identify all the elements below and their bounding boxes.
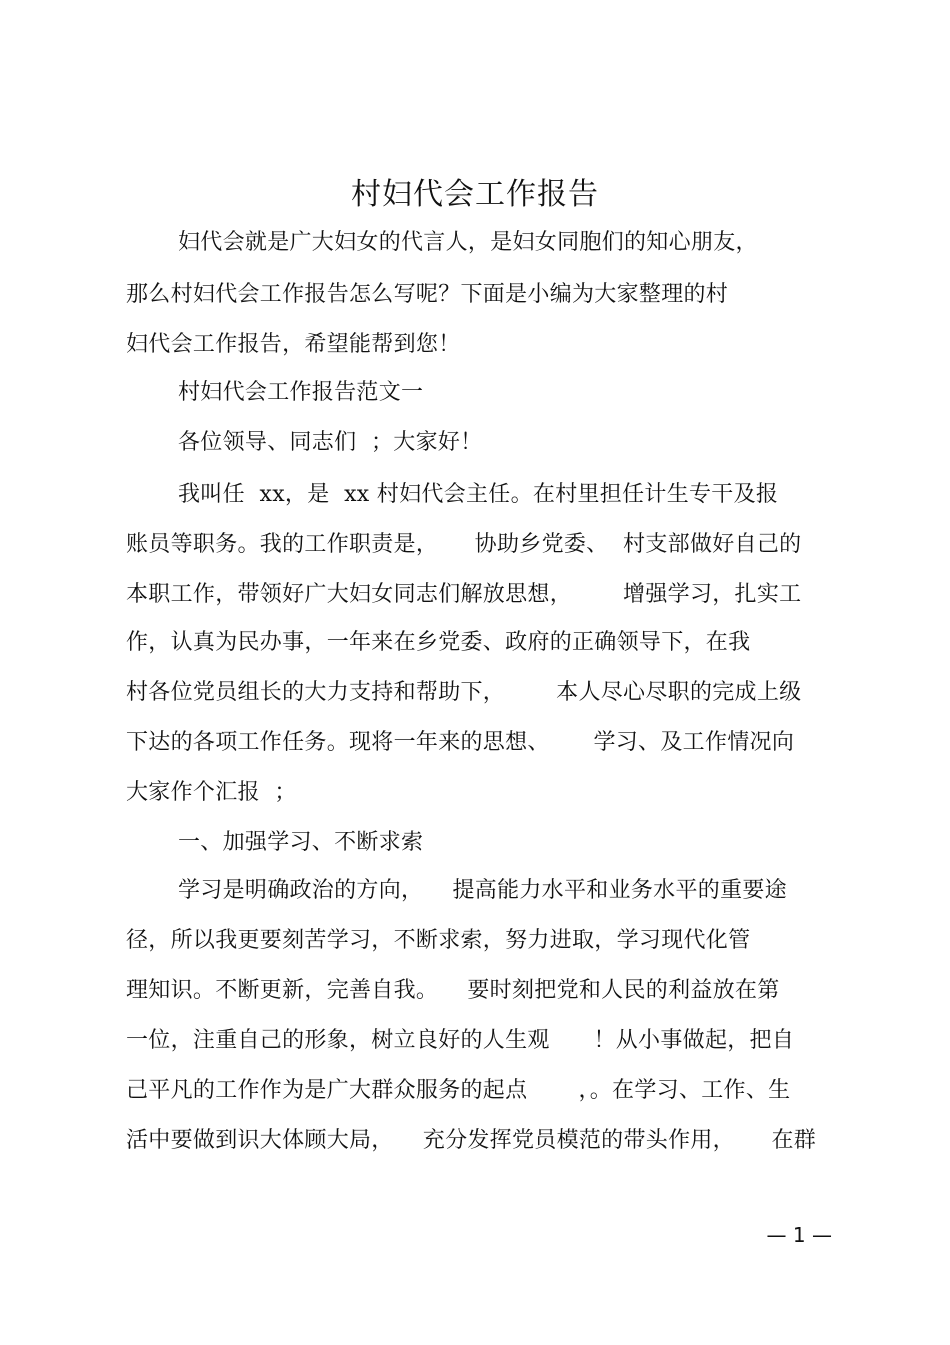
paragraph-line: 账员等职务。我的工作职责是， 协助乡党委、 村支部做好自己的 bbox=[126, 532, 802, 557]
paragraph-line: 活中要做到识大体顾大局， 充分发挥党员模范的带头作用， 在群 bbox=[126, 1128, 817, 1153]
section-heading: 一、加强学习、不断求索 bbox=[178, 830, 424, 855]
paragraph-line: 作，认真为民办事，一年来在乡党委、政府的正确领导下，在我 bbox=[126, 630, 751, 655]
paragraph-line: 径，所以我更要刻苦学习，不断求索，努力进取，学习现代化管 bbox=[126, 928, 751, 953]
paragraph-line: 下达的各项工作任务。现将一年来的思想、 学习、及工作情况向 bbox=[126, 730, 795, 755]
section-heading: 村妇代会工作报告范文一 bbox=[178, 380, 424, 405]
page-number: — 1 — bbox=[766, 1223, 832, 1247]
greeting-line: 各位领导、同志们 ；大家好！ bbox=[178, 430, 483, 455]
paragraph-line: 理知识。不断更新，完善自我。 要时刻把党和人民的利益放在第 bbox=[126, 978, 780, 1003]
paragraph-line: 一位，注重自己的形象，树立良好的人生观 ！从小事做起，把自 bbox=[126, 1028, 795, 1053]
paragraph-line: 那么村妇代会工作报告怎么写呢？下面是小编为大家整理的村 bbox=[126, 282, 729, 307]
paragraph-line: 妇代会工作报告，希望能帮到您！ bbox=[126, 332, 461, 357]
paragraph-line: 己平凡的工作作为是广大群众服务的起点 ，。在学习、工作、生 bbox=[126, 1078, 791, 1103]
document-title: 村妇代会工作报告 bbox=[351, 177, 599, 212]
paragraph-line: 村各位党员组长的大力支持和帮助下， 本人尽心尽职的完成上级 bbox=[126, 680, 802, 705]
paragraph-line: 我叫任 xx，是 xx 村妇代会主任。在村里担任计生专干及报 bbox=[178, 482, 779, 507]
paragraph-line: 本职工作，带领好广大妇女同志们解放思想， 增强学习，扎实工 bbox=[126, 582, 802, 607]
paragraph-line: 学习是明确政治的方向， 提高能力水平和业务水平的重要途 bbox=[178, 878, 787, 903]
paragraph-line: 大家作个汇报 ； bbox=[126, 780, 297, 805]
paragraph-line: 妇代会就是广大妇女的代言人，是妇女同胞们的知心朋友， bbox=[178, 230, 758, 255]
